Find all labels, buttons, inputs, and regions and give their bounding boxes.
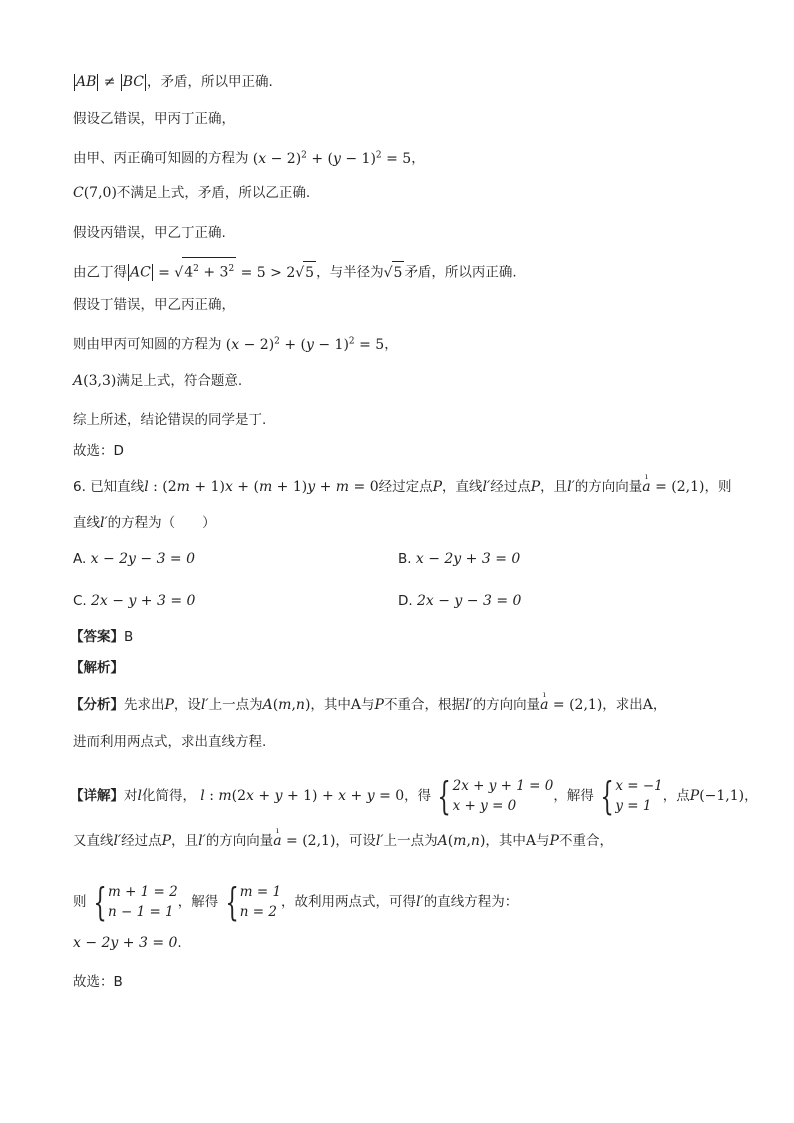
xiangjie-line: 【详解】对l化简得， l : m(2x + y + 1) + x + y = 0，得 { 2x + y + 1 = 0 x + y = 0 ，解得 { x = −1 y = 1 ，点P(−1,1)， <box>70 774 758 818</box>
answer-tag: 【答案】 <box>70 629 124 645</box>
line-11: 故选：D <box>73 443 124 459</box>
line-1: AB ≠ BC ，矛盾，所以甲正确. <box>76 74 273 90</box>
line-3: 由甲、丙正确可知圆的方程为 $(x - 2)^2 + (y - 1)^2 = 5$， <box>73 150 425 167</box>
option-d: D. 2x − y − 3 = 0 <box>398 593 522 609</box>
fenxi-line-1: 【分析】先求出P，设l′上一点为A(m,n)，其中A与P不重合，根据l′的方向向量ı a = (2,1)，求出A， <box>70 694 666 716</box>
detail-line-3: 则 { m + 1 = 2 n − 1 = 1 ，解得 { m = 1 n = 2 ，故利用两点式，可得l′的直线方程为： <box>73 880 519 924</box>
final-equation: x − 2y + 3 = 0. <box>73 935 182 951</box>
fenxi-line-2: 进而利用两点式，求出直线方程. <box>73 734 267 750</box>
option-a: A. x − 2y − 3 = 0 <box>73 551 196 567</box>
line-2: 假设乙错误，甲丙丁正确， <box>73 111 235 127</box>
detail-line-2: 又直线l′经过点P，且l′的方向向量ı a = (2,1)，可设l′上一点为A(m,n)，其中A与P不重合， <box>73 830 613 852</box>
line-7: 假设丁错误，甲乙丙正确， <box>73 297 235 313</box>
option-c: C. 2x − y + 3 = 0 <box>73 593 196 609</box>
line-4: C(7,0)不满足上式，矛盾，所以乙正确. <box>73 185 311 201</box>
question-6-line-2: 直线l′的方程为（ ） <box>73 515 216 531</box>
line-5: 假设丙错误，甲乙丁正确. <box>73 225 226 241</box>
option-b: B. x − 2y + 3 = 0 <box>398 551 521 567</box>
line-9: A(3,3)满足上式，符合题意. <box>73 373 243 389</box>
final-choice: 故选：B <box>73 974 123 990</box>
question-6-line-1: 6. 已知直线l : (2m + 1)x + (m + 1)y + m = 0经过定点P，直线l′经过点P，且l′的方向向量ı a = (2,1)，则 <box>73 476 731 498</box>
answer: 【答案】B <box>70 629 134 645</box>
line-8: 则由甲丙可知圆的方程为 $(x - 2)^2 + (y - 1)^2 = 5$， <box>73 336 398 353</box>
line-10: 综上所述，结论错误的同学是丁. <box>73 412 267 428</box>
analysis-tag: 【解析】 <box>70 660 124 676</box>
line-6: 由乙丁得 AC = $√4^2 + 3^2 = 5 > 2√5$ ，与半径为√5 矛盾，所以丙正确. <box>73 257 517 284</box>
